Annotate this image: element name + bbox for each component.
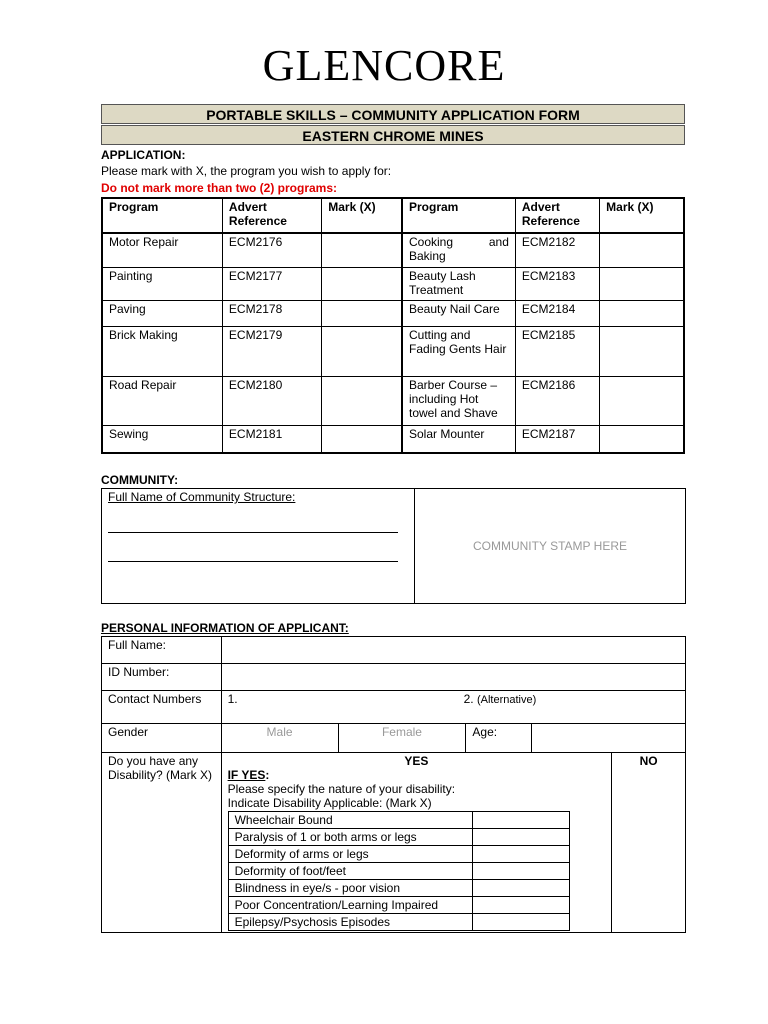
disability-row <box>228 880 569 897</box>
program-name: Paving <box>102 300 222 326</box>
application-heading: APPLICATION: <box>101 148 186 162</box>
community-structure-label: Full Name of Community Structure: <box>108 490 296 504</box>
application-instruction: Please mark with X, the program you wish to apply for: <box>101 164 392 178</box>
disability-table <box>228 811 570 931</box>
mark-cell[interactable] <box>322 267 402 300</box>
indicate-label: Indicate Disability Applicable: (Mark X) <box>227 796 432 810</box>
program-name: Brick Making <box>102 326 222 376</box>
program-name: Beauty Nail Care <box>402 300 515 326</box>
header-mark: Mark (X) <box>600 198 684 233</box>
header-program: Program <box>102 198 222 233</box>
disability-mark[interactable] <box>472 812 569 829</box>
disability-label: Blindness in eye/s - poor vision <box>228 880 472 897</box>
contact-2-label: 2. <box>463 692 474 706</box>
community-stamp-area[interactable]: COMMUNITY STAMP HERE <box>415 489 686 604</box>
mark-cell[interactable] <box>600 425 684 453</box>
female-option[interactable]: Female <box>338 724 466 753</box>
program-name: Motor Repair <box>102 233 222 267</box>
disability-row <box>228 846 569 863</box>
community-structure-line[interactable] <box>108 518 398 533</box>
table-row <box>102 724 686 753</box>
advert-reference: ECM2182 <box>515 233 599 267</box>
table-row <box>102 637 686 664</box>
mark-cell[interactable] <box>322 376 402 425</box>
advert-reference: ECM2183 <box>515 267 599 300</box>
age-field[interactable] <box>532 724 686 753</box>
mark-cell[interactable] <box>322 425 402 453</box>
header-mark: Mark (X) <box>322 198 402 233</box>
mark-cell[interactable] <box>600 376 684 425</box>
disability-label: Deformity of foot/feet <box>228 863 472 880</box>
program-name: Painting <box>102 267 222 300</box>
advert-reference: ECM2177 <box>222 267 321 300</box>
program-name: Cooking and Baking <box>402 233 515 267</box>
mark-cell[interactable] <box>600 300 684 326</box>
contact-numbers-label: Contact Numbers <box>102 691 222 724</box>
mark-cell[interactable] <box>600 267 684 300</box>
personal-heading: PERSONAL INFORMATION OF APPLICANT: <box>101 621 349 635</box>
programs-table <box>101 197 685 454</box>
disability-mark[interactable] <box>472 914 569 931</box>
disability-mark[interactable] <box>472 897 569 914</box>
program-name: Sewing <box>102 425 222 453</box>
table-row <box>102 753 686 933</box>
disability-label: Paralysis of 1 or both arms or legs <box>228 829 472 846</box>
program-name: Beauty Lash Treatment <box>402 267 515 300</box>
disability-mark[interactable] <box>472 829 569 846</box>
program-name: Barber Course – including Hot towel and Shave <box>402 376 515 425</box>
header-advert-reference: Advert Reference <box>515 198 599 233</box>
contact-2-note: (Alternative) <box>476 694 537 706</box>
form-subtitle: EASTERN CHROME MINES <box>101 125 685 145</box>
personal-info-table <box>101 636 686 933</box>
table-row <box>102 267 684 300</box>
program-name: Road Repair <box>102 376 222 425</box>
disability-row <box>228 914 569 931</box>
age-label: Age: <box>466 724 532 753</box>
header-advert-reference: Advert Reference <box>222 198 321 233</box>
disability-mark[interactable] <box>472 880 569 897</box>
community-structure-line[interactable] <box>108 547 398 562</box>
table-row <box>102 664 686 691</box>
disability-question: Do you have any Disability? (Mark X) <box>102 753 222 933</box>
full-name-field[interactable] <box>221 637 685 664</box>
if-yes-label: IF YES <box>227 768 266 782</box>
advert-reference: ECM2180 <box>222 376 321 425</box>
disability-label: Deformity of arms or legs <box>228 846 472 863</box>
disability-yes-cell[interactable] <box>221 753 612 933</box>
disability-no-cell[interactable]: NO <box>612 753 686 933</box>
gender-label: Gender <box>102 724 222 753</box>
program-name: Solar Mounter <box>402 425 515 453</box>
mark-cell[interactable] <box>600 326 684 376</box>
advert-reference: ECM2187 <box>515 425 599 453</box>
mark-cell[interactable] <box>322 300 402 326</box>
program-name: Cutting and Fading Gents Hair <box>402 326 515 376</box>
advert-reference: ECM2185 <box>515 326 599 376</box>
advert-reference: ECM2186 <box>515 376 599 425</box>
contact-1-label: 1. <box>227 692 238 706</box>
header-program: Program <box>402 198 515 233</box>
disability-label: Wheelchair Bound <box>228 812 472 829</box>
advert-reference: ECM2184 <box>515 300 599 326</box>
mark-cell[interactable] <box>600 233 684 267</box>
disability-label: Epilepsy/Psychosis Episodes <box>228 914 472 931</box>
id-number-field[interactable] <box>221 664 685 691</box>
disability-row <box>228 897 569 914</box>
table-row <box>102 691 686 724</box>
table-row <box>102 376 684 425</box>
community-structure-cell <box>102 489 415 604</box>
mark-cell[interactable] <box>322 326 402 376</box>
table-row <box>102 425 684 453</box>
disability-mark[interactable] <box>472 863 569 880</box>
yes-label: YES <box>404 754 429 768</box>
specify-label: Please specify the nature of your disability: <box>227 782 456 796</box>
table-row <box>102 300 684 326</box>
if-yes-colon: : <box>265 768 270 782</box>
id-number-label: ID Number: <box>102 664 222 691</box>
disability-mark[interactable] <box>472 846 569 863</box>
glencore-logo: GLENCORE <box>262 41 506 90</box>
programs-header-row <box>102 198 684 233</box>
full-name-label: Full Name: <box>102 637 222 664</box>
disability-row <box>228 829 569 846</box>
application-warning: Do not mark more than two (2) programs: <box>101 181 338 195</box>
community-heading: COMMUNITY: <box>101 473 179 487</box>
community-table <box>101 488 686 604</box>
table-row <box>102 326 684 376</box>
disability-label: Poor Concentration/Learning Impaired <box>228 897 472 914</box>
mark-cell[interactable] <box>322 233 402 267</box>
male-option[interactable]: Male <box>221 724 338 753</box>
advert-reference: ECM2181 <box>222 425 321 453</box>
advert-reference: ECM2178 <box>222 300 321 326</box>
advert-reference: ECM2176 <box>222 233 321 267</box>
disability-row <box>228 812 569 829</box>
disability-row <box>228 863 569 880</box>
form-title: PORTABLE SKILLS – COMMUNITY APPLICATION FORM <box>101 104 685 124</box>
table-row <box>102 233 684 267</box>
advert-reference: ECM2179 <box>222 326 321 376</box>
contact-numbers-field[interactable] <box>221 691 685 724</box>
